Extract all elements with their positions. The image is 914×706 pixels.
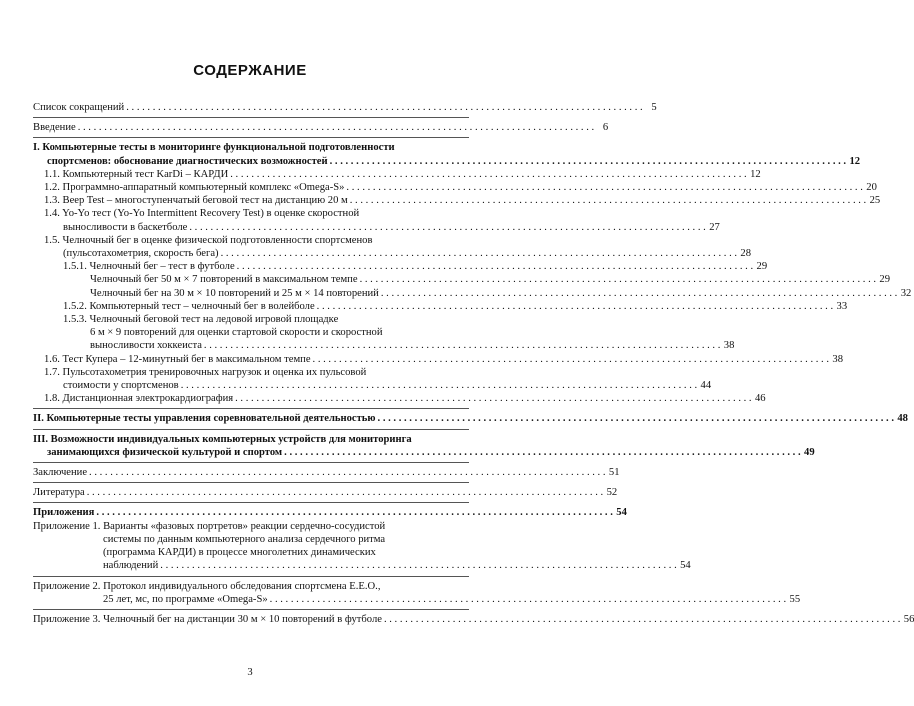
toc-section-1-7-title[interactable]: 1.7. Пульсотахометрия тренировочных нагрузок и оценка их пульсовой [44,366,367,378]
toc-entry-abbreviations[interactable] [33,101,657,114]
toc-entry-text: 1.5.1. Челночный бег – тест в футболе [63,261,235,273]
dot-leader [381,287,897,300]
toc-entry-text: 1.2. Программно-аппаратный компьютерный комплекс «Omega-S» [44,182,345,194]
dot-leader [221,247,737,260]
toc-page-number: 54 [680,560,691,572]
toc-chapter-3-title[interactable]: III. Возможности индивидуальных компьютерных устройств для мониторинга [33,433,412,445]
dot-leader [89,466,605,479]
toc-page-number: 20 [866,182,877,194]
toc-page-number: 52 [606,487,618,499]
divider [33,429,469,430]
toc-page-number: 38 [832,353,843,365]
dot-leader [96,506,612,519]
toc-page-number: 56 [903,613,914,625]
toc-page-number: 51 [608,467,620,479]
toc-entry-appendices[interactable] [33,506,627,519]
toc-section-1-6[interactable] [33,353,843,366]
toc-appendix-3[interactable] [33,613,914,626]
toc-entry-text: Введение [33,122,76,134]
toc-section-1-5[interactable] [33,247,752,260]
toc-entry-text: Заключение [33,467,88,479]
toc-page-number: 44 [700,380,712,392]
page-title: СОДЕРЖАНИЕ [193,62,307,79]
toc-section-1-4[interactable] [33,221,720,234]
toc-page-number: 29 [756,261,768,273]
toc-entry-text: спортсменов: обоснование диагностических возможностей [47,155,328,167]
divider [33,502,469,503]
toc-page-number: 49 [804,446,815,458]
divider [33,462,469,463]
toc-entry-text: занимающихся физической культурой и спортом [47,446,283,458]
toc-entry-text: 1.6. Тест Купера – 12-минутный бег в максимальном темпе [44,353,311,365]
divider [33,117,469,118]
toc-appendix-1-title[interactable]: Приложение 1. Варианты «фазовых портретов» реакции сердечно-сосудистой [33,520,386,532]
toc-entry-literature[interactable] [33,486,618,499]
toc-entry-text: выносливости хоккеиста [90,340,202,352]
toc-appendix-2-title[interactable]: Приложение 2. Протокол индивидуального обследования спортсмена Е.Е.О., [33,580,381,592]
toc-page-number: 12 [750,168,761,180]
dot-leader [346,181,862,194]
toc-page-number: 38 [723,340,735,352]
divider [33,408,469,409]
toc-section-1-5-3-title[interactable]: 1.5.3. Челночный беговой тест на ледовой игровой площадке [63,314,339,326]
dot-leader [78,121,594,134]
toc-entry-text: (пульсотахометрия, скорость бега) [63,248,219,260]
dot-leader [317,300,833,313]
toc-page-number: 12 [849,155,861,167]
dot-leader [313,353,829,366]
toc-section-1-8[interactable] [33,392,766,405]
dot-leader [237,260,753,273]
toc-entry-text: Литература [33,487,85,499]
toc-chapter-1[interactable] [33,155,861,168]
toc-page-number: 5 [651,102,657,113]
toc-section-1-5-title[interactable]: 1.5. Челночный бег в оценке физической подготовленности спортсменов [44,234,373,246]
dot-leader [126,101,642,114]
toc-entry-text: Челночный бег 50 м × 7 повторений в максимальном темпе [90,274,358,286]
toc-entry-introduction[interactable] [33,121,609,134]
toc-page-number: 46 [754,393,766,405]
divider [33,609,469,610]
dot-leader [230,168,746,181]
toc-page-number: 48 [897,413,908,425]
toc-page-number: 29 [879,274,891,286]
toc-page-number: 32 [900,287,912,299]
dot-leader [270,593,786,606]
toc-page-number: 55 [789,593,801,605]
toc-page-number: 54 [616,507,627,519]
toc-entry-text: Приложение 3. Челночный бег на дистанции 30 м × 10 повторений в футболе [33,613,382,625]
toc-entry-conclusion[interactable] [33,466,620,479]
toc-entry-text: Приложения [33,507,95,519]
dot-leader [160,559,676,572]
dot-leader [284,446,800,459]
page-number: 3 [247,667,253,678]
toc-chapter-1-title[interactable]: I. Компьютерные тесты в мониторинге функциональной подготовленности [33,142,395,154]
toc-entry-text: 1.3. Beep Test – многоступенчатый беговой тест на дистанцию 20 м [44,195,348,207]
toc-entry-text: стоимости у спортсменов [63,380,179,392]
toc-subsection-shuttle-30m[interactable] [33,287,912,300]
divider [33,137,469,138]
toc-entry-text: 1.8. Дистанционная электрокардиография [44,393,234,405]
toc-entry-text: 1.1. Компьютерный тест KarDi – КАРДИ [44,168,229,180]
dot-leader [330,155,846,168]
toc-entry-text: Список сокращений [33,102,125,113]
dot-leader [87,486,603,499]
dot-leader [181,379,697,392]
toc-section-1-5-2[interactable] [33,300,848,313]
toc-appendix-2[interactable] [33,593,801,606]
toc-page-number: 25 [869,195,881,207]
toc-entry-text: Челночный бег на 30 м × 10 повторений и 25 м × 14 повторений [90,287,379,299]
toc-section-1-5-3-cont[interactable]: 6 м × 9 повторений для оценки стартовой скорости и скоростной [90,327,383,339]
dot-leader [360,273,876,286]
dot-leader [189,221,705,234]
toc-subsection-shuttle-50m[interactable] [33,273,891,286]
toc-entry-text: 25 лет, мс, по программе «Omega-S» [103,593,268,605]
toc-entry-text: II. Компьютерные тесты управления соревновательной деятельностью [33,413,376,425]
toc-appendix-1-cont2[interactable]: (программа КАРДИ) в процессе многолетних динамических [103,547,376,559]
table-of-contents [33,101,914,626]
toc-appendix-1[interactable] [33,559,691,572]
dot-leader [235,392,751,405]
toc-page-number: 6 [602,122,609,134]
toc-chapter-3[interactable] [33,446,815,459]
dot-leader [204,339,720,352]
toc-section-1-5-1[interactable] [33,260,768,273]
divider [33,576,469,577]
dot-leader [378,412,894,425]
toc-section-1-7[interactable] [33,379,712,392]
dot-leader [350,194,866,207]
toc-entry-text: наблюдений [103,560,159,572]
toc-page-number: 27 [709,221,720,233]
toc-section-1-4-title[interactable]: 1.4. Yo-Yo тест (Yo-Yo Intermittent Recovery Test) в оценке скоростной [44,208,360,220]
toc-appendix-1-cont1[interactable]: системы по данным компьютерного анализа сердечного ритма [103,533,386,545]
toc-section-1-5-3[interactable] [33,339,735,352]
toc-page-number: 28 [740,248,752,260]
toc-entry-text: выносливости в баскетболе [63,221,188,233]
toc-section-1-1[interactable] [33,168,761,181]
divider [33,482,469,483]
toc-page-number: 33 [836,300,848,312]
dot-leader [384,613,900,626]
toc-entry-text: 1.5.2. Компьютерный тест – челночный бег в волейболе [63,300,315,312]
toc-section-1-2[interactable] [33,181,877,194]
toc-section-1-3[interactable] [33,194,881,207]
toc-chapter-2[interactable] [33,412,908,425]
